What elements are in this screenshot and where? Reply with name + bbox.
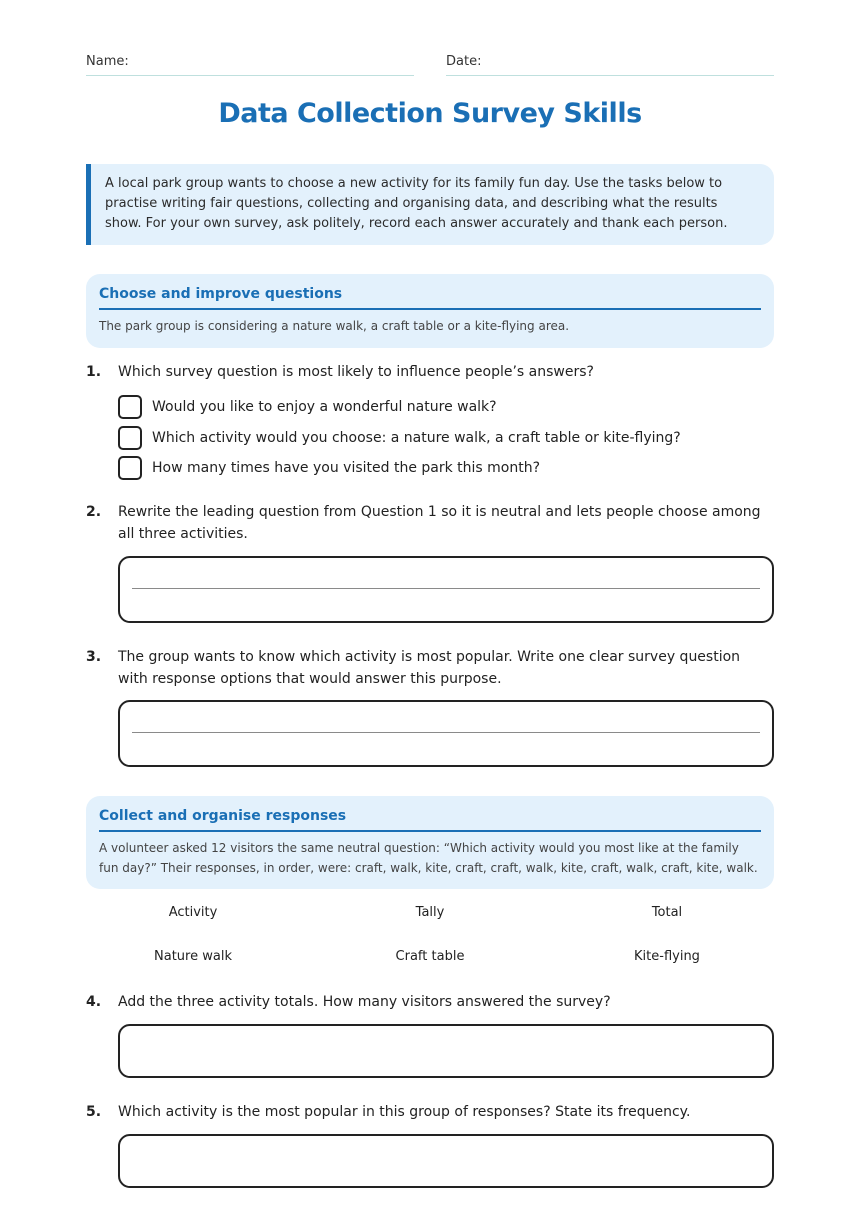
option-label: How many times have you visited the park this month? bbox=[152, 460, 541, 476]
q4-answer-box[interactable] bbox=[118, 1024, 774, 1078]
q3-answer-box[interactable] bbox=[118, 700, 774, 767]
question-number: 1. bbox=[86, 364, 102, 380]
date-label: Date: bbox=[446, 54, 482, 69]
date-field[interactable] bbox=[446, 54, 774, 76]
option-label: Which activity would you choose: a nature walk, a craft table or kite-flying? bbox=[152, 430, 681, 446]
option-label: Would you like to enjoy a wonderful nature walk? bbox=[152, 399, 497, 415]
question-3 bbox=[86, 646, 774, 690]
section-choose-questions bbox=[86, 274, 774, 348]
writing-line bbox=[132, 732, 760, 733]
table-header-total: Total bbox=[651, 905, 683, 920]
writing-line bbox=[132, 588, 760, 589]
question-4 bbox=[86, 991, 774, 1013]
section-title: Choose and improve questions bbox=[99, 286, 761, 310]
table-cell-craft-table: Craft table bbox=[395, 949, 465, 964]
checkbox[interactable] bbox=[118, 426, 142, 450]
question-1 bbox=[86, 361, 774, 383]
section-description: The park group is considering a nature walk, a craft table or a kite-flying area. bbox=[99, 319, 570, 333]
question-5 bbox=[86, 1101, 774, 1123]
section-collect-organise bbox=[86, 796, 774, 889]
name-field[interactable] bbox=[86, 54, 414, 76]
table-header-tally: Tally bbox=[415, 905, 445, 920]
question-text: Rewrite the leading question from Question 1 so it is neutral and lets people choose among all three activities. bbox=[118, 504, 761, 542]
q5-answer-box[interactable] bbox=[118, 1134, 774, 1188]
page-title: Data Collection Survey Skills bbox=[218, 98, 642, 129]
question-number: 3. bbox=[86, 649, 102, 665]
section-title: Collect and organise responses bbox=[99, 808, 761, 832]
checkbox[interactable] bbox=[118, 395, 142, 419]
question-2 bbox=[86, 501, 774, 545]
table-cell-kite-flying: Kite-flying bbox=[634, 949, 700, 964]
question-number: 2. bbox=[86, 504, 102, 520]
question-text: Which survey question is most likely to influence people’s answers? bbox=[118, 364, 594, 380]
q2-answer-box[interactable] bbox=[118, 556, 774, 623]
name-label: Name: bbox=[86, 54, 129, 69]
question-text: Add the three activity totals. How many visitors answered the survey? bbox=[118, 994, 611, 1010]
question-text: Which activity is the most popular in this group of responses? State its frequency. bbox=[118, 1104, 691, 1120]
question-text: The group wants to know which activity is most popular. Write one clear survey question with response options that would answer this purpose. bbox=[118, 649, 741, 687]
question-number: 4. bbox=[86, 994, 102, 1010]
table-header-activity: Activity bbox=[168, 905, 218, 920]
checkbox[interactable] bbox=[118, 456, 142, 480]
intro-callout: A local park group wants to choose a new activity for its family fun day. Use the tasks below to practise writing fair questions, collecting and organising data, and describing what the results show. For your own survey, ask politely, record each answer accurately and thank each person. bbox=[86, 164, 774, 245]
section-description: A volunteer asked 12 visitors the same neutral question: “Which activity would you most like at the family fun day?” Their responses, in order, were: craft, walk, kite, craft, craft, walk, kite, craft, walk, craft, kite, walk. bbox=[99, 841, 758, 875]
question-number: 5. bbox=[86, 1104, 102, 1120]
name-date-row bbox=[86, 54, 774, 76]
table-cell-nature-walk: Nature walk bbox=[154, 949, 232, 964]
